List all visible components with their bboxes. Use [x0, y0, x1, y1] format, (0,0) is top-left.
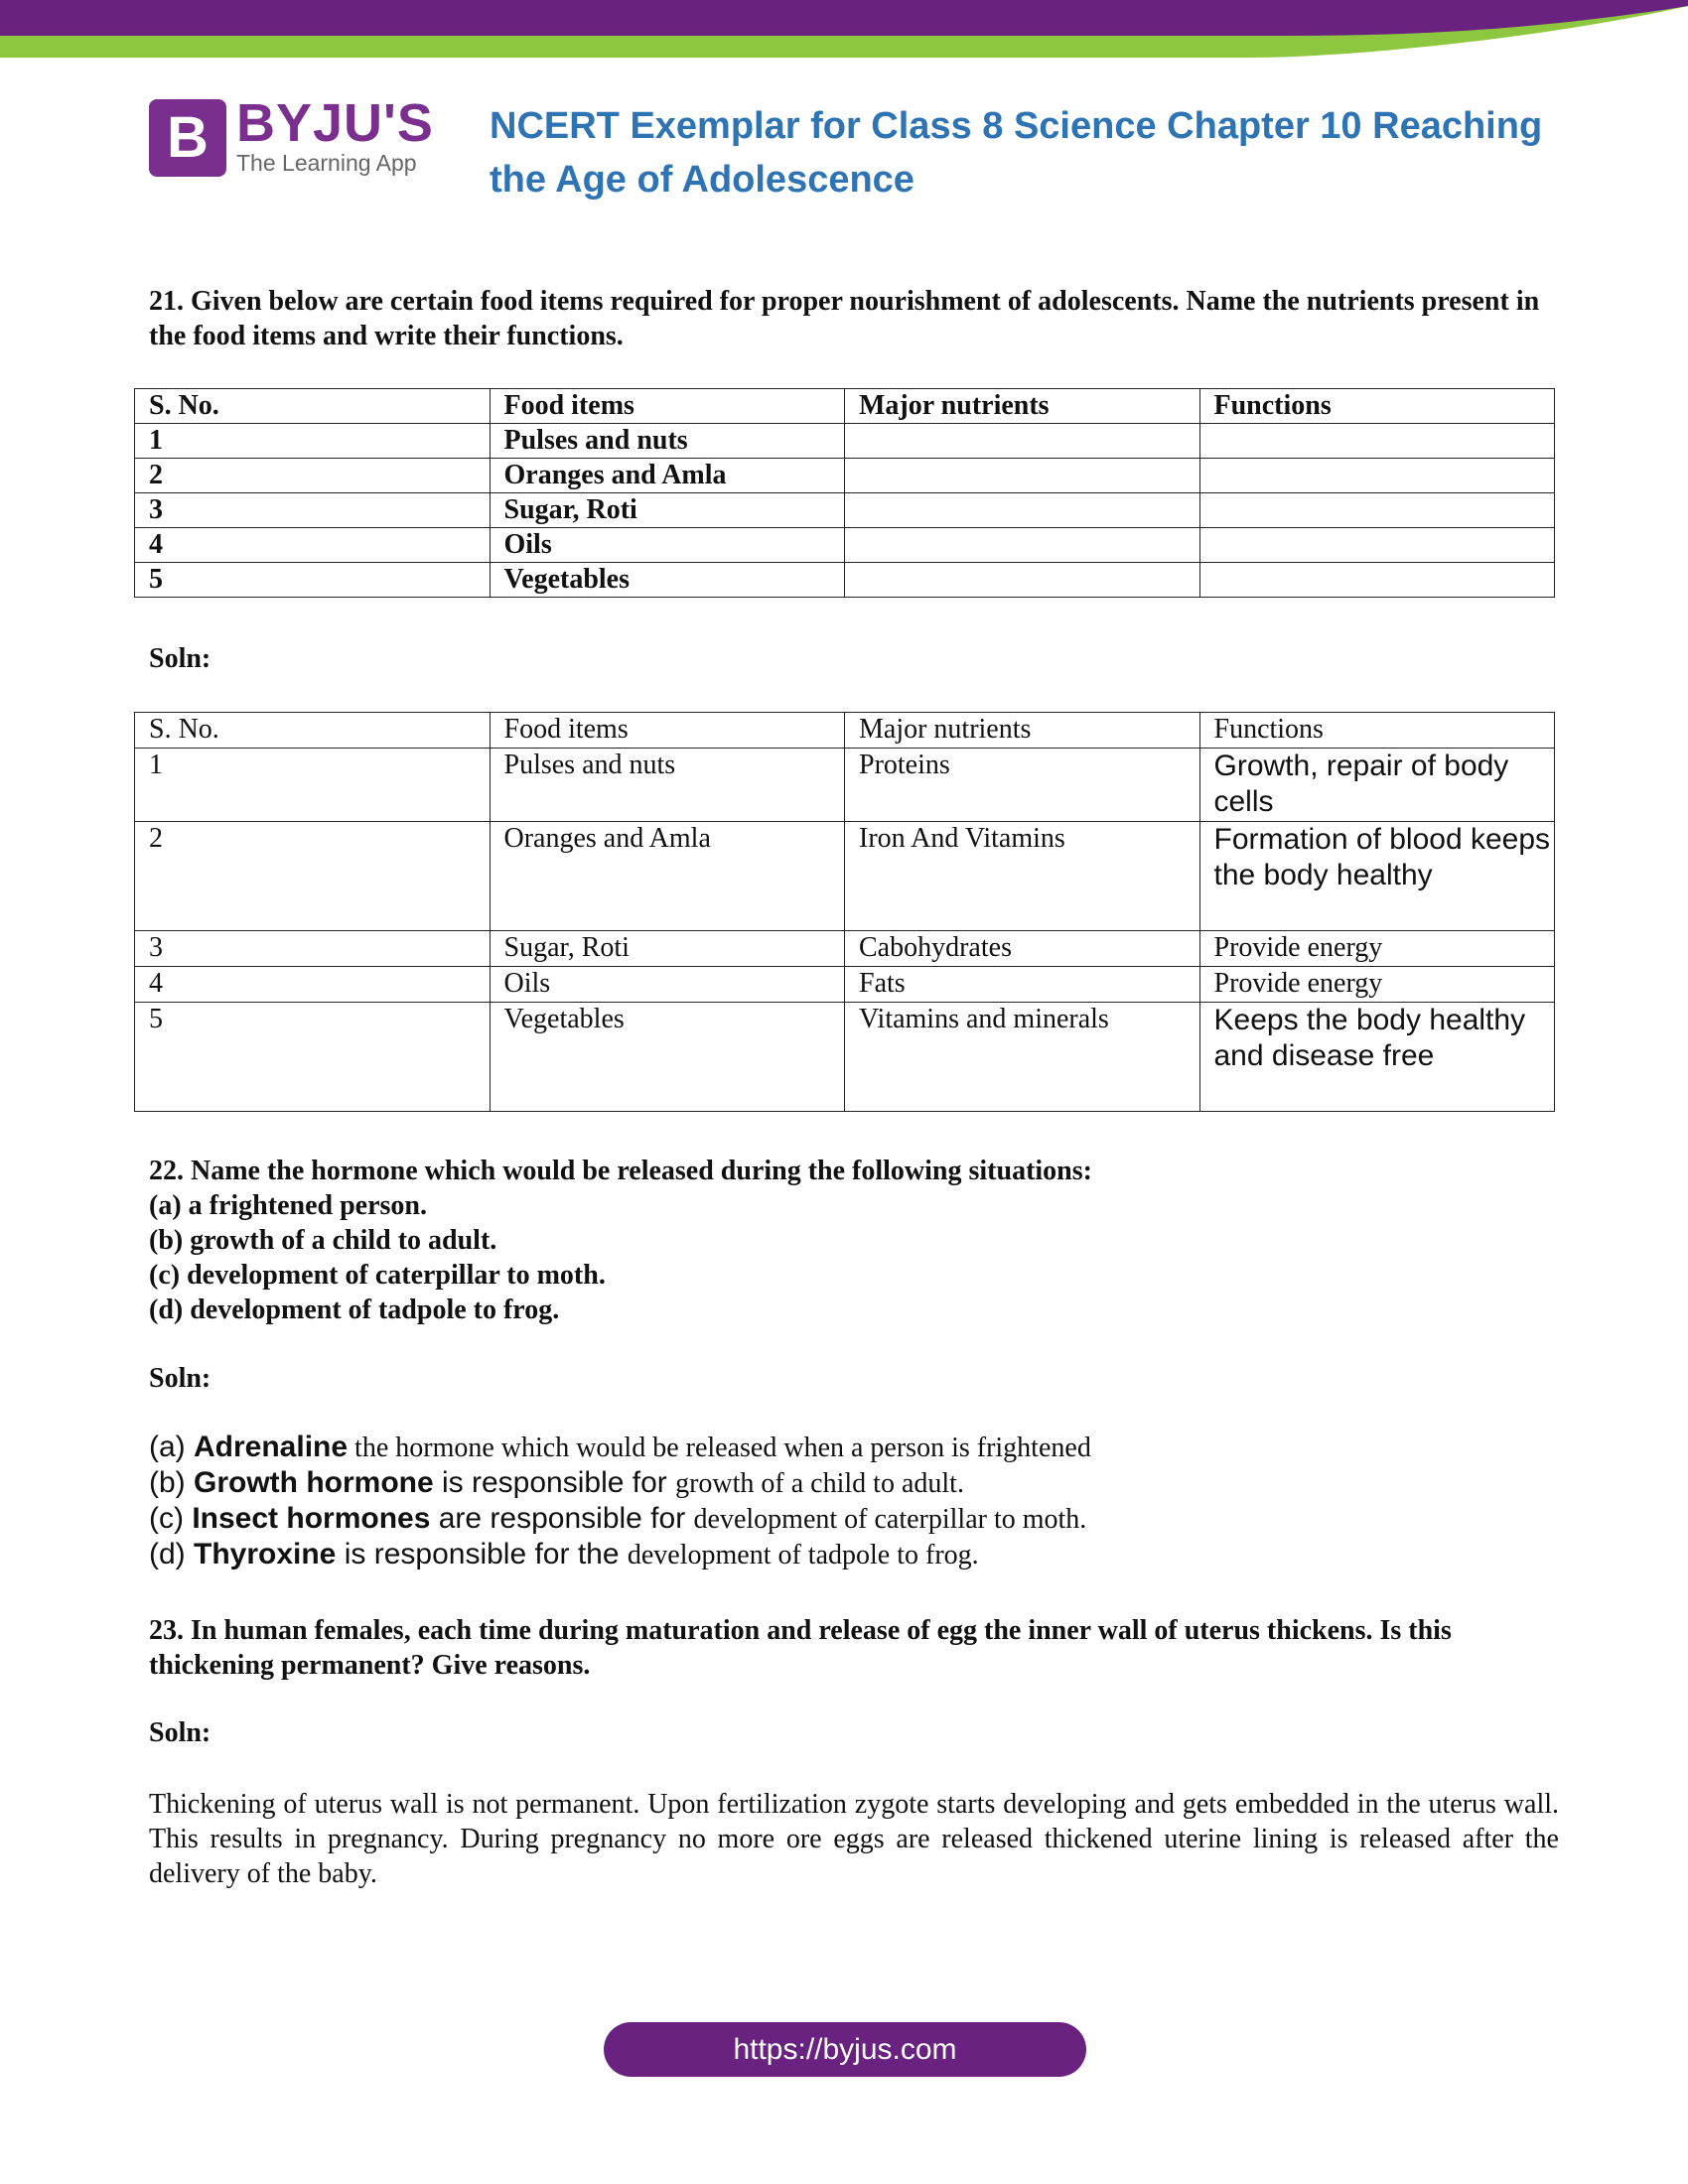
question-21-table [134, 388, 1555, 598]
column-header: Functions [1199, 713, 1555, 749]
answer-line [149, 1501, 1559, 1537]
table-row [135, 822, 1555, 931]
answer-label: (a) [149, 1431, 194, 1463]
page-title: NCERT Exemplar for Class 8 Science Chapter 10 Reaching the Age of Adolescence [490, 105, 1543, 201]
question-23-answer: Thickening of uterus wall is not permanent. Upon fertilization zygote starts developing and gets embedded in the uterus wall. This results in pregnancy. During pregnancy no more ore eggs are released thickened uterine lining is released after the delivery of the baby. [149, 1789, 1559, 1889]
table-cell [1199, 493, 1555, 528]
hormone-name: Adrenaline [194, 1431, 349, 1463]
answer-text: development of caterpillar to moth. [693, 1504, 1087, 1535]
table-cell: Sugar, Roti [490, 493, 845, 528]
table-row [135, 528, 1555, 563]
table-cell: Pulses and nuts [490, 424, 845, 459]
table-cell: Provide energy [1199, 931, 1555, 967]
table-cell: 3 [135, 931, 491, 967]
logo-name: BYJU'S [236, 93, 434, 153]
answer-line [149, 1465, 1559, 1501]
logo-icon: B [149, 99, 226, 177]
table-cell: Sugar, Roti [490, 931, 845, 967]
question-22-text: 22. Name the hormone which would be released during the following situations: [149, 1156, 1092, 1186]
answer-line [149, 1430, 1559, 1465]
column-header: Food items [490, 389, 845, 424]
table-cell [1199, 528, 1555, 563]
answer-connector: is responsible for the [336, 1538, 628, 1570]
answer-text: the hormone which would be released when a person is frightened [348, 1433, 1091, 1463]
question-22-answers [149, 1430, 1559, 1572]
table-cell: Cabohydrates [845, 931, 1200, 967]
question-21: 21. Given below are certain food items required for proper nourishment of adolescents. Name the nutrients present in the food items and write their functions. [149, 286, 1540, 351]
table-header-row [135, 713, 1555, 749]
table-cell [845, 459, 1200, 493]
solution-label: Soln: [149, 643, 211, 674]
table-cell: Oils [490, 528, 845, 563]
table-cell [845, 493, 1200, 528]
table-cell [845, 563, 1200, 598]
question-22 [149, 1154, 1559, 1327]
column-header: S. No. [135, 389, 491, 424]
table-cell: Provide energy [1199, 967, 1555, 1003]
answer-connector: is responsible for [433, 1466, 676, 1499]
table-row [135, 563, 1555, 598]
byjus-logo [149, 94, 437, 184]
table-row [135, 459, 1555, 493]
table-cell: Formation of blood keeps the body healthy [1199, 822, 1555, 931]
table-cell: Vegetables [490, 1003, 845, 1112]
table-row [135, 749, 1555, 822]
table-row [135, 424, 1555, 459]
table-cell: 2 [135, 459, 491, 493]
table-cell: Iron And Vitamins [845, 822, 1200, 931]
column-header: Food items [490, 713, 845, 749]
answer-text: growth of a child to adult. [675, 1468, 964, 1499]
table-cell: Oils [490, 967, 845, 1003]
question-21-answer-table [134, 712, 1555, 1112]
table-cell: Vitamins and minerals [845, 1003, 1200, 1112]
solution-label: Soln: [149, 1717, 211, 1748]
table-cell: 1 [135, 749, 491, 822]
hormone-name: Thyroxine [194, 1538, 337, 1570]
column-header: Functions [1199, 389, 1555, 424]
table-row [135, 1003, 1555, 1112]
table-cell [845, 424, 1200, 459]
table-cell: Oranges and Amla [490, 822, 845, 931]
table-cell: Vegetables [490, 563, 845, 598]
question-22-option: (d) development of tadpole to frog. [149, 1295, 560, 1325]
column-header: Major nutrients [845, 713, 1200, 749]
table-cell [845, 528, 1200, 563]
table-cell: Pulses and nuts [490, 749, 845, 822]
footer-url-link[interactable] [604, 2022, 1086, 2077]
table-cell [1199, 424, 1555, 459]
answer-line [149, 1537, 1559, 1572]
answer-label: (d) [149, 1538, 194, 1570]
table-row [135, 493, 1555, 528]
question-23: 23. In human females, each time during maturation and release of egg the inner wall of uterus thickens. Is this thickening permanent? Give reasons. [149, 1615, 1452, 1681]
table-cell [1199, 459, 1555, 493]
header-color-band [0, 0, 1688, 60]
table-cell: 3 [135, 493, 491, 528]
table-cell: 2 [135, 822, 491, 931]
question-22-option: (b) growth of a child to adult. [149, 1225, 497, 1256]
table-cell: 4 [135, 528, 491, 563]
hormone-name: Insect hormones [192, 1502, 431, 1535]
question-22-option: (c) development of caterpillar to moth. [149, 1260, 606, 1291]
column-header: S. No. [135, 713, 491, 749]
table-cell: Growth, repair of body cells [1199, 749, 1555, 822]
table-row [135, 967, 1555, 1003]
table-cell: Oranges and Amla [490, 459, 845, 493]
table-row [135, 931, 1555, 967]
table-cell: 5 [135, 563, 491, 598]
answer-connector: are responsible for [430, 1502, 694, 1535]
table-header-row [135, 389, 1555, 424]
table-cell: Fats [845, 967, 1200, 1003]
table-cell [1199, 563, 1555, 598]
footer-url-text: https://byjus.com [733, 2033, 957, 2066]
hormone-name: Growth hormone [194, 1466, 434, 1499]
answer-label: (b) [149, 1466, 194, 1499]
table-cell: Keeps the body healthy and disease free [1199, 1003, 1555, 1112]
question-22-option: (a) a frightened person. [149, 1190, 427, 1221]
column-header: Major nutrients [845, 389, 1200, 424]
table-cell: 5 [135, 1003, 491, 1112]
table-cell: Proteins [845, 749, 1200, 822]
answer-text: development of tadpole to frog. [627, 1540, 979, 1570]
table-cell: 4 [135, 967, 491, 1003]
solution-label: Soln: [149, 1363, 211, 1394]
answer-label: (c) [149, 1502, 193, 1535]
logo-tagline: The Learning App [236, 150, 417, 176]
table-cell: 1 [135, 424, 491, 459]
